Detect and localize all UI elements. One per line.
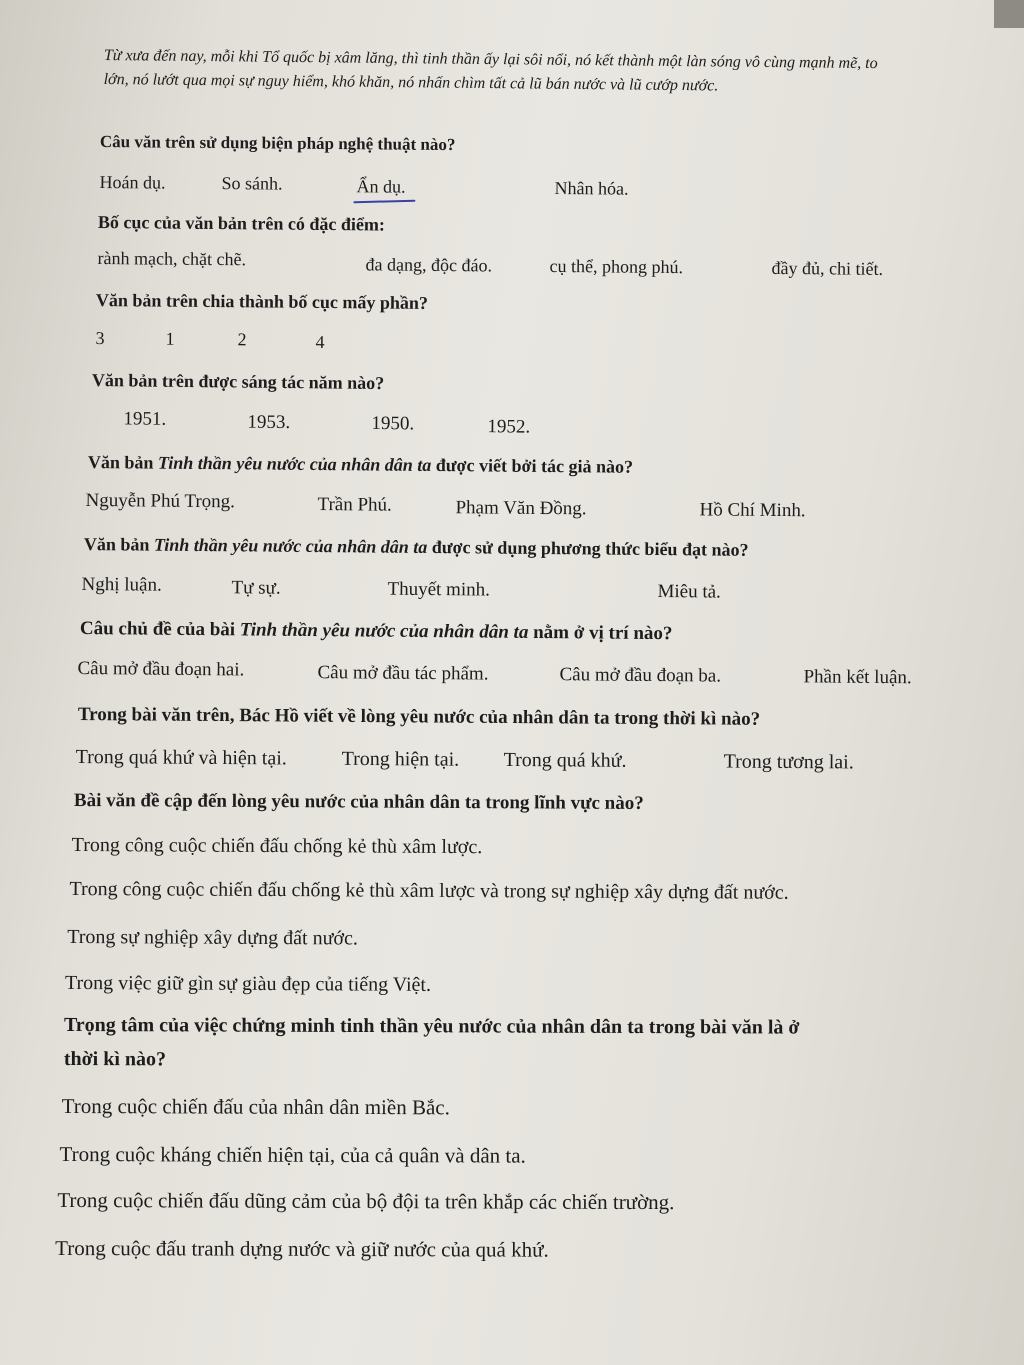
option-d: Nhân hóa. [554,177,629,199]
option-b: So sánh. [221,173,283,194]
option-a: Trong quá khứ và hiện tại. [75,745,287,770]
option-c: Trong quá khứ. [503,748,627,772]
option-b: Trong hiện tại. [341,747,460,771]
option-b: Trong công cuộc chiến đấu chống kẻ thù xâm lược và trong sự nghiệp xây dựng đất nước. [69,877,789,904]
question-text: Văn bản trên được sáng tác năm nào? [91,370,385,394]
question-5 [87,452,908,529]
question-text: Trong bài văn trên, Bác Hồ viết về lòng yêu nước của nhân dân ta trong thời kì nào? [77,704,761,730]
question-text: Bố cục của văn bản trên có đặc điểm: [97,212,385,235]
option-d: Trong cuộc đấu tranh dựng nước và giữ nước của quá khứ. [55,1235,549,1262]
question-text: Văn bản Tinh thần yêu nước của nhân dân ta được sử dụng phương thức biểu đạt nào? [83,534,749,560]
option-b: 1 [165,328,175,349]
option-c: Phạm Văn Đồng. [455,497,587,520]
option-b: Tự sự. [231,577,281,599]
option-b: đa dạng, độc đáo. [365,254,493,276]
question-text: Bài văn đề cập đến lòng yêu nước của nhân dân ta trong lĩnh vực nào? [73,790,644,814]
option-b: Câu mở đầu tác phẩm. [317,662,489,685]
option-c: Câu mở đầu đoạn ba. [559,664,722,687]
option-a: rành mạch, chặt chẽ. [97,247,247,270]
question-1 [99,132,900,209]
option-c: cụ thể, phong phú. [549,255,684,278]
option-b: Trần Phú. [317,494,392,516]
question-8 [75,704,938,780]
option-a: Câu mở đầu đoạn hai. [77,657,245,681]
option-c: Trong cuộc chiến đấu dũng cảm của bộ đội ta trên khắp các chiến trường. [57,1187,675,1215]
option-b: 1953. [247,411,291,434]
option-a: Nguyễn Phú Trọng. [85,489,236,513]
option-c: Thuyết minh. [387,578,491,601]
option-a: 3 [95,327,105,349]
question-4 [91,370,692,446]
option-c: Trong sự nghiệp xây dựng đất nước. [67,925,358,950]
option-a: Nghị luận. [81,573,162,596]
option-d: 4 [315,331,325,352]
option-a: 1951. [123,408,167,430]
option-c: 1950. [371,412,415,435]
passage-excerpt: Từ xưa đến nay, mỗi khi Tổ quốc bị xâm lăng, thì tinh thần ấy lại sôi nổi, nó kết thành một làn sóng vô cùng mạnh mẽ, to lớn, nó lướt qua mọi sự nguy hiểm, khó khăn, nó nhấn chìm tất cả lũ bán nước và lũ cướp nước. [103,46,878,95]
question-text: Văn bản trên chia thành bố cục mấy phần? [95,290,429,313]
question-text: Câu văn trên sử dụng biện pháp nghệ thuật nào? [99,132,456,155]
question-9 [64,790,954,1005]
pen-underline-mark [353,200,415,204]
option-b: Trong cuộc kháng chiến hiện tại, của cả quân và dân ta. [59,1141,526,1168]
option-d: Phần kết luận. [803,666,912,689]
option-c: 2 [237,329,247,350]
option-d: Miêu tả. [657,581,721,603]
question-text: Văn bản Tinh thần yêu nước của nhân dân ta được viết bởi tác giả nào? [87,452,634,477]
option-a: Hoán dụ. [99,171,166,193]
question-6 [83,534,924,611]
page-corner [994,0,1024,28]
question-2 [97,212,918,289]
option-d: Trong việc giữ gìn sự giàu đẹp của tiếng Việt. [64,971,432,996]
option-d: Trong tương lai. [723,750,854,774]
option-a: Trong công cuộc chiến đấu chống kẻ thù xâm lược. [71,833,483,859]
option-c: Ẩn dụ. [356,176,406,197]
option-a: Trong cuộc chiến đấu của nhân dân miền Bắc. [61,1093,450,1120]
question-7 [79,618,940,696]
question-text: Câu chủ đề của bài Tinh thần yêu nước của nhân dân ta nằm ở vị trí nào? [79,618,673,645]
question-text-line-2: thời kì nào? [63,1047,167,1071]
option-d: 1952. [487,416,531,438]
question-10 [55,1014,964,1267]
option-d: đầy đủ, chi tiết. [771,257,884,279]
question-text-line-1: Trọng tâm của việc chứng minh tinh thần yêu nước của nhân dân ta trong bài văn là ở [63,1014,800,1039]
option-d: Hồ Chí Minh. [699,499,806,522]
question-3 [95,290,696,365]
